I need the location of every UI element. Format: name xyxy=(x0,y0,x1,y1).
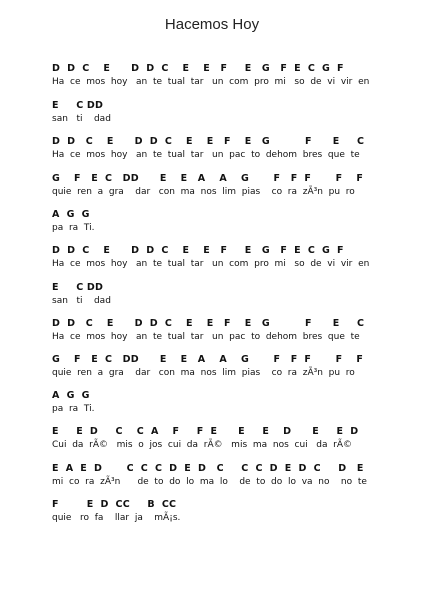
lyric-row: pa ra Ti. xyxy=(52,404,95,414)
note-row: A G G xyxy=(52,390,90,401)
lyric-row: Ha ce mos hoy an te tual tar un com pro mi so de vi vir en xyxy=(52,77,370,87)
verse-line-6 xyxy=(52,245,412,270)
verse-line-9 xyxy=(52,354,412,379)
note-row: D D C E D D C E E F E G F E C G F xyxy=(52,63,344,74)
note-row: E C DD xyxy=(52,100,104,111)
verse-line-13 xyxy=(52,499,412,524)
lyric-row: Ha ce mos hoy an te tual tar un pac to dehom bres que te xyxy=(52,332,360,342)
verse-line-12 xyxy=(52,463,412,488)
lyric-row: quie ren a gra dar con ma nos lim pias co ra zÃ³n pu ro xyxy=(52,187,355,197)
note-row: E E D C C A F F E E E D E E D xyxy=(52,426,359,437)
verse-line-10 xyxy=(52,390,412,415)
lyric-row: san ti dad xyxy=(52,296,111,306)
verse-line-11 xyxy=(52,426,412,451)
note-row: A G G xyxy=(52,209,90,220)
lyric-row: Ha ce mos hoy an te tual tar un pac to dehom bres que te xyxy=(52,150,360,160)
lyric-row: san ti dad xyxy=(52,114,111,124)
verse-line-1 xyxy=(52,63,412,88)
lyric-row: quie ro fa llar ja mÃ¡s. xyxy=(52,513,181,523)
note-row: F E D CC B CC xyxy=(52,499,177,510)
lyric-row: pa ra Ti. xyxy=(52,223,95,233)
note-row: D D C E D D C E E F E G F E C xyxy=(52,318,365,329)
note-row: G F E C DD E E A A G F F F F F xyxy=(52,173,364,184)
lyric-row: Ha ce mos hoy an te tual tar un com pro mi so de vi vir en xyxy=(52,259,370,269)
note-row: E C DD xyxy=(52,282,104,293)
note-row: E A E D C C C D E D C C C D E D C D E xyxy=(52,463,364,474)
note-row: D D C E D D C E E F E G F E C G F xyxy=(52,245,344,256)
lyric-row: Cui da rÃ© mis o jos cui da rÃ© mis ma nos cui da rÃ© xyxy=(52,440,353,450)
verse-line-5 xyxy=(52,209,412,234)
verse-line-4 xyxy=(52,173,412,198)
note-row: D D C E D D C E E F E G F E C xyxy=(52,136,365,147)
lyric-row: mi co ra zÃ³n de to do lo ma lo de to do lo va no no te xyxy=(52,477,367,487)
verse-line-2 xyxy=(52,100,412,125)
lyric-row: quie ren a gra dar con ma nos lim pias co ra zÃ³n pu ro xyxy=(52,368,355,378)
verse-line-8 xyxy=(52,318,412,343)
note-row: G F E C DD E E A A G F F F F F xyxy=(52,354,364,365)
page-title: Hacemos Hoy xyxy=(164,16,260,33)
verse-line-3 xyxy=(52,136,412,161)
verse-line-7 xyxy=(52,282,412,307)
